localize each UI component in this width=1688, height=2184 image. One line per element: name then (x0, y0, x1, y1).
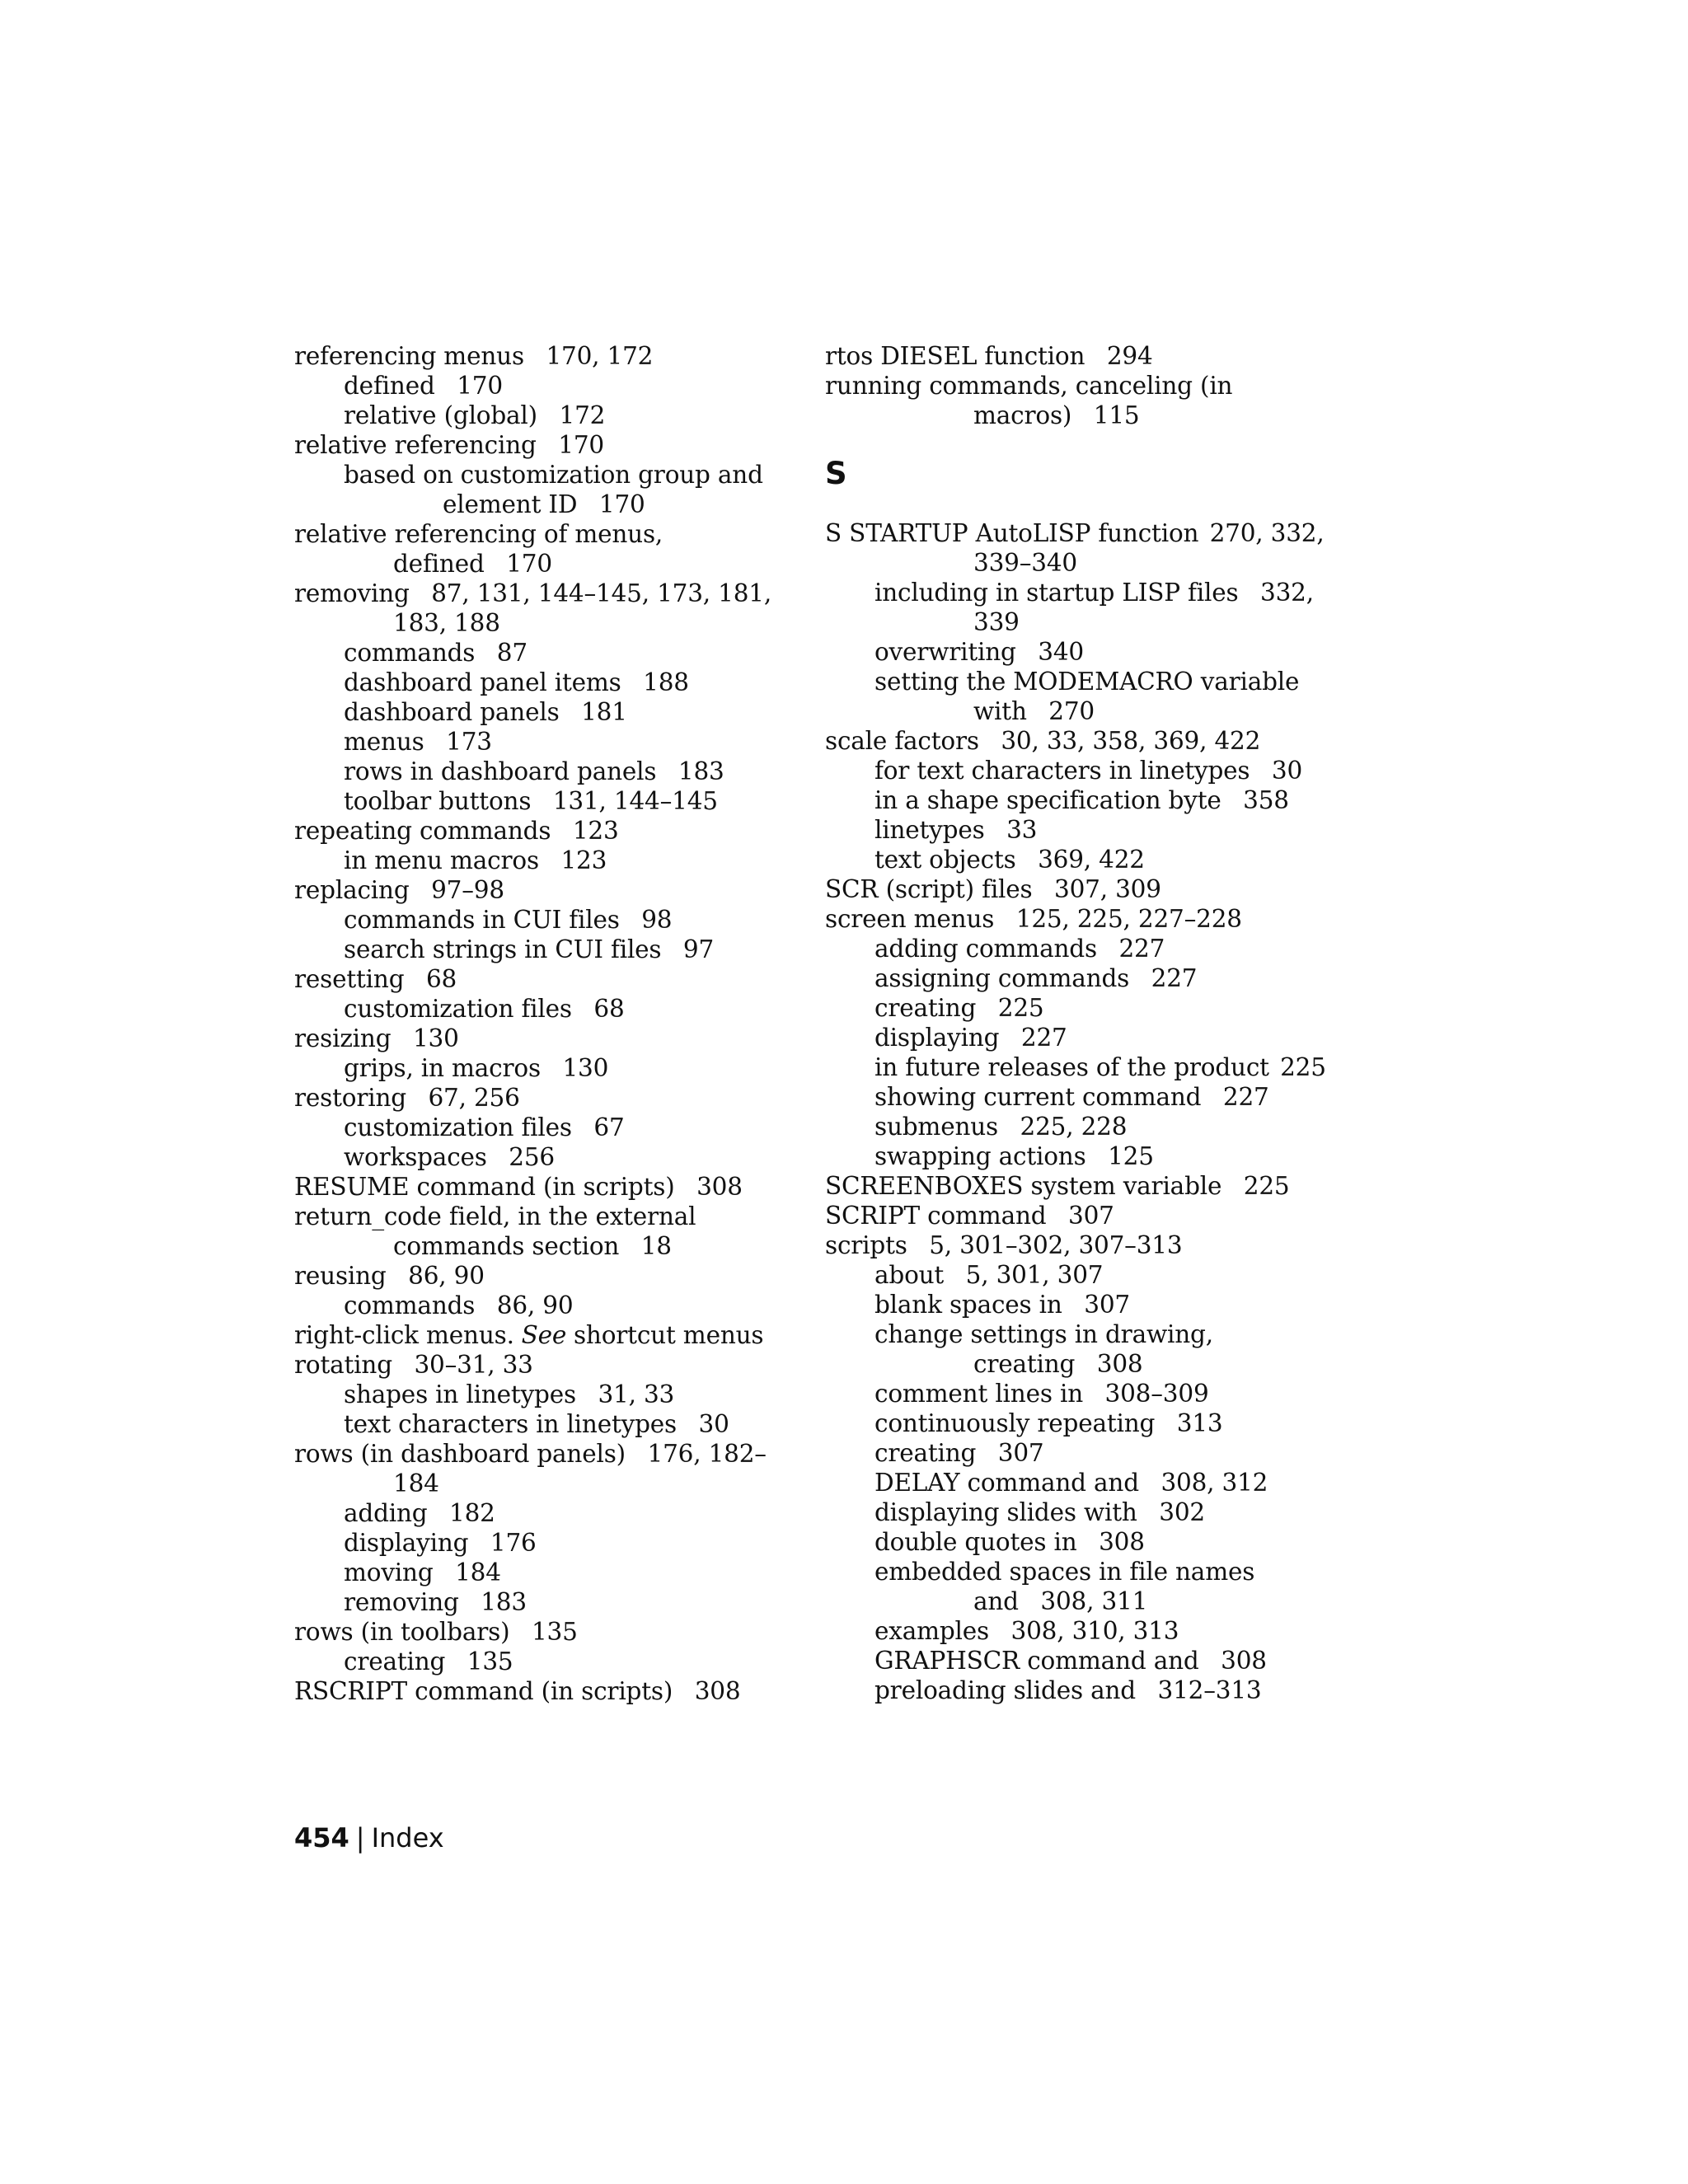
index-term: overwriting (874, 638, 1016, 666)
index-term: preloading slides and (874, 1676, 1136, 1704)
index-term: adding (344, 1499, 428, 1527)
index-entry (825, 1527, 1353, 1557)
index-term: S STARTUP AutoLISP function (825, 519, 1199, 547)
index-term: 339–340 (973, 549, 1077, 577)
index-page-refs: 270, 332, (1209, 519, 1325, 547)
index-term: setting the MODEMACRO variable (874, 668, 1300, 696)
index-page-refs: 87, 131, 144–145, 173, 181, (431, 579, 772, 607)
index-entry (825, 1675, 1353, 1705)
index-entry (825, 726, 1353, 756)
index-term: and (973, 1587, 1019, 1615)
index-term: element ID (443, 490, 578, 518)
index-entry (294, 905, 805, 935)
index-page-refs: 115 (1093, 401, 1140, 429)
index-entry (294, 935, 805, 964)
index-entry (294, 727, 805, 757)
index-term: creating (344, 1647, 446, 1675)
index-term: toolbar buttons (344, 787, 532, 815)
index-page-refs: 172 (559, 401, 606, 429)
index-term: customization files (344, 1113, 572, 1141)
index-page-refs: 307 (1068, 1202, 1114, 1230)
index-term: with (973, 697, 1027, 725)
index-entry (294, 519, 805, 549)
index-entry (294, 549, 805, 579)
index-page-refs: 308, 311 (1040, 1587, 1148, 1615)
index-entry (825, 1557, 1353, 1586)
index-term: 183, 188 (393, 609, 500, 637)
index-page-refs: 33 (1006, 816, 1038, 844)
index-page-refs: 308 (1096, 1350, 1143, 1378)
index-page-refs: 131, 144–145 (552, 787, 718, 815)
index-entry (294, 1380, 805, 1409)
index-page-refs: 31, 33 (598, 1380, 675, 1408)
index-entry (294, 964, 805, 994)
index-page-refs: 30, 33, 358, 369, 422 (1001, 727, 1261, 755)
index-entry (294, 1291, 805, 1320)
index-entry (825, 1260, 1353, 1290)
index-page-refs: 68 (425, 965, 457, 993)
index-page-refs: 170, 172 (546, 342, 654, 370)
index-page-refs: 302 (1159, 1498, 1205, 1526)
index-term: comment lines in (874, 1380, 1083, 1408)
index-page-refs: 135 (467, 1647, 513, 1675)
index-term: commands (344, 1291, 476, 1319)
index-term: rtos DIESEL function (825, 342, 1085, 370)
index-page-refs: 18 (640, 1232, 672, 1260)
index-entry (294, 1053, 805, 1083)
index-entry (825, 874, 1353, 904)
index-term: SCRIPT command (825, 1202, 1047, 1230)
index-page-refs: 86, 90 (496, 1291, 574, 1319)
index-term: assigning commands (874, 964, 1130, 992)
index-page-refs: 312–313 (1157, 1676, 1262, 1704)
index-term: commands in CUI files (344, 906, 620, 934)
index-term: workspaces (344, 1143, 487, 1171)
index-page-refs: 170 (506, 550, 552, 578)
index-entry (294, 1647, 805, 1676)
index-entry (294, 816, 805, 846)
index-entry (825, 1408, 1353, 1438)
index-page-refs: 135 (531, 1618, 578, 1646)
index-entry (294, 1261, 805, 1291)
index-page-refs: 67, 256 (428, 1084, 520, 1112)
index-page-refs: 176 (490, 1529, 537, 1557)
index-entry (825, 756, 1353, 785)
index-term: continuously repeating (874, 1409, 1156, 1437)
index-entry (825, 637, 1353, 667)
index-term: repeating commands (294, 817, 551, 845)
index-term: GRAPHSCR command and (874, 1647, 1199, 1675)
index-entry (825, 1646, 1353, 1675)
index-page-refs: 182 (449, 1499, 495, 1527)
index-entry (825, 1586, 1353, 1616)
index-term: commands (344, 639, 476, 667)
index-term: commands section (393, 1232, 620, 1260)
index-entry (825, 815, 1353, 845)
index-page-refs: 227 (1222, 1083, 1269, 1111)
index-term: text characters in linetypes (344, 1410, 677, 1438)
index-term: in menu macros (344, 846, 539, 874)
index-term: in future releases of the product (874, 1053, 1269, 1081)
index-entry (294, 1024, 805, 1053)
index-term: DELAY command and (874, 1469, 1139, 1497)
index-page-refs: 307 (1084, 1291, 1130, 1319)
index-page-refs: 307, 309 (1054, 875, 1161, 903)
index-entry (294, 1172, 805, 1202)
index-entry (294, 1231, 805, 1261)
index-page-refs: 225, 228 (1020, 1113, 1128, 1141)
index-entry (294, 460, 805, 490)
index-page-refs: 369, 422 (1038, 846, 1145, 874)
index-term: 184 (393, 1469, 439, 1497)
index-entry (825, 1023, 1353, 1052)
index-page-refs: 227 (1020, 1024, 1067, 1052)
index-left-column (294, 341, 805, 1706)
index-page-refs: 308, 312 (1160, 1469, 1268, 1497)
index-entry (294, 1409, 805, 1439)
index-term: showing current command (874, 1083, 1202, 1111)
index-page-refs: 30 (1271, 757, 1303, 785)
index-term: RESUME command (in scripts) (294, 1173, 675, 1201)
index-entry (294, 490, 805, 519)
index-page-refs: 256 (509, 1143, 555, 1171)
index-entry (825, 993, 1353, 1023)
index-term: dashboard panels (344, 698, 560, 726)
index-entry (294, 579, 805, 608)
see-reference-label: See (521, 1321, 567, 1349)
index-term: text objects (874, 846, 1016, 874)
index-term: 339 (973, 608, 1020, 636)
index-entry (825, 785, 1353, 815)
index-entry (825, 1349, 1353, 1379)
index-page-refs: 68 (593, 995, 625, 1023)
index-entry (294, 638, 805, 668)
index-term: rows (in toolbars) (294, 1618, 510, 1646)
page-footer (294, 1821, 444, 1854)
index-term: dashboard panel items (344, 668, 621, 696)
index-term: creating (874, 994, 977, 1022)
index-term: based on customization group and (344, 461, 763, 489)
index-page-refs: 183 (678, 757, 724, 785)
index-entry (294, 994, 805, 1024)
index-entry (294, 697, 805, 727)
index-term: embedded spaces in file names (874, 1558, 1255, 1586)
index-entry (294, 1498, 805, 1528)
index-page-refs: 340 (1038, 638, 1085, 666)
index-entry (825, 607, 1353, 637)
index-page-refs: 125, 225, 227–228 (1015, 905, 1242, 933)
index-term: SCR (script) files (825, 875, 1033, 903)
index-page-refs: 130 (412, 1024, 459, 1052)
index-page-refs: 308 (696, 1173, 743, 1201)
index-page-refs: 308 (694, 1677, 741, 1705)
index-entry (825, 1052, 1353, 1082)
index-term: rotating (294, 1351, 392, 1379)
index-term: replacing (294, 876, 410, 904)
index-term: resetting (294, 965, 405, 993)
index-page-refs: 170 (598, 490, 645, 518)
index-page-refs: 123 (560, 846, 607, 874)
index-term: relative referencing (294, 431, 537, 459)
index-entry (294, 1558, 805, 1587)
index-page-refs: 270 (1048, 697, 1095, 725)
index-entry (294, 1528, 805, 1558)
index-entry (294, 1083, 805, 1113)
index-page-refs: 86, 90 (408, 1262, 485, 1290)
index-entry (294, 875, 805, 905)
index-entry (294, 1142, 805, 1172)
index-page-refs: 225 (997, 994, 1044, 1022)
index-entry (825, 1468, 1353, 1497)
index-right-bottom-group (825, 518, 1353, 1705)
index-page-refs: 67 (593, 1113, 625, 1141)
index-page-refs: 30 (698, 1410, 729, 1438)
index-term: return_code field, in the external (294, 1202, 696, 1230)
index-term: restoring (294, 1084, 406, 1112)
index-entry (294, 1202, 805, 1231)
index-entry (825, 1141, 1353, 1171)
index-term: relative referencing of menus, (294, 520, 663, 548)
index-entry (825, 1201, 1353, 1230)
index-term: defined (344, 372, 435, 400)
index-term: creating (874, 1439, 977, 1467)
index-entry (825, 1082, 1353, 1112)
index-entry (825, 1230, 1353, 1260)
index-entry (825, 1112, 1353, 1141)
index-term: reusing (294, 1262, 387, 1290)
index-entry (825, 667, 1353, 696)
index-term: submenus (874, 1113, 998, 1141)
index-entry (825, 518, 1353, 548)
index-term: moving (344, 1558, 434, 1586)
index-entry (294, 1676, 805, 1706)
index-term: referencing menus (294, 342, 524, 370)
index-entry (825, 578, 1353, 607)
index-entry (825, 1171, 1353, 1201)
index-page-refs: 294 (1106, 342, 1153, 370)
index-term: adding commands (874, 935, 1097, 963)
page-number: 454 (294, 1822, 349, 1854)
see-reference-target: shortcut menus (573, 1321, 764, 1349)
index-page-refs: 97–98 (431, 876, 504, 904)
index-term: rows (in dashboard panels) (294, 1440, 626, 1468)
index-page-refs: 332, (1260, 579, 1314, 607)
index-page-refs: 5, 301, 307 (965, 1261, 1104, 1289)
index-entry (294, 371, 805, 401)
index-term: examples (874, 1617, 989, 1645)
index-page-refs: 98 (641, 906, 673, 934)
index-entry (825, 963, 1353, 993)
index-entry (825, 371, 1353, 401)
index-entry (825, 1319, 1353, 1349)
index-page-refs: 5, 301–302, 307–313 (929, 1231, 1183, 1259)
index-term: screen menus (825, 905, 995, 933)
index-term: in a shape specification byte (874, 786, 1221, 814)
index-page-refs: 130 (562, 1054, 609, 1082)
index-term: removing (344, 1588, 459, 1616)
index-page-refs: 227 (1151, 964, 1198, 992)
index-page-refs: 176, 182– (647, 1440, 767, 1468)
index-entry (825, 548, 1353, 578)
index-page-refs: 308–309 (1104, 1380, 1209, 1408)
index-term: grips, in macros (344, 1054, 541, 1082)
index-entry (825, 696, 1353, 726)
index-entry (825, 934, 1353, 963)
index-page-refs: 87 (496, 639, 528, 667)
index-entry (825, 1616, 1353, 1646)
index-page-refs: 184 (455, 1558, 501, 1586)
index-page-refs: 181 (581, 698, 627, 726)
index-entry (825, 1497, 1353, 1527)
index-entry (294, 1617, 805, 1647)
index-right-column (825, 341, 1353, 1705)
index-term: creating (973, 1350, 1076, 1378)
index-page-refs: 125 (1108, 1142, 1154, 1170)
index-page-refs: 123 (572, 817, 619, 845)
index-entry (825, 1438, 1353, 1468)
index-entry (294, 341, 805, 371)
index-entry (825, 1379, 1353, 1408)
index-term: removing (294, 579, 410, 607)
index-entry (294, 1320, 805, 1350)
index-term: resizing (294, 1024, 392, 1052)
index-page-refs: 308, 310, 313 (1010, 1617, 1179, 1645)
index-entry (294, 430, 805, 460)
index-term: displaying (874, 1024, 1000, 1052)
index-page-refs: 307 (997, 1439, 1044, 1467)
index-entry (294, 608, 805, 638)
index-page-refs: 188 (643, 668, 689, 696)
index-entry (294, 846, 805, 875)
index-term: rows in dashboard panels (344, 757, 657, 785)
index-term: including in startup LISP files (874, 579, 1239, 607)
index-term: blank spaces in (874, 1291, 1062, 1319)
section-letter-heading: S (825, 456, 847, 491)
index-entry (294, 757, 805, 786)
index-term: customization files (344, 995, 572, 1023)
index-entry (294, 1469, 805, 1498)
footer-section-title: Index (371, 1822, 444, 1854)
index-entry (825, 904, 1353, 934)
index-page-refs: 308 (1099, 1528, 1145, 1556)
index-page-refs: 170 (558, 431, 604, 459)
index-term: RSCRIPT command (in scripts) (294, 1677, 673, 1705)
index-entry (294, 1113, 805, 1142)
index-entry (294, 786, 805, 816)
index-term: swapping actions (874, 1142, 1086, 1170)
index-term: double quotes in (874, 1528, 1077, 1556)
index-term: menus (344, 728, 424, 756)
index-term: linetypes (874, 816, 985, 844)
index-entry (294, 401, 805, 430)
index-page-refs: 97 (682, 935, 715, 963)
index-term: displaying (344, 1529, 469, 1557)
index-page-refs: 225 (1280, 1053, 1326, 1081)
index-page-refs: 173 (446, 728, 492, 756)
footer-separator: | (355, 1822, 365, 1854)
index-term: macros) (973, 401, 1072, 429)
index-page-refs: 308 (1221, 1647, 1267, 1675)
index-page-refs: 227 (1118, 935, 1165, 963)
index-right-top-group (825, 341, 1353, 430)
index-page-refs: 183 (481, 1588, 527, 1616)
index-term: scripts (825, 1231, 907, 1259)
index-term: SCREENBOXES system variable (825, 1172, 1222, 1200)
index-term: search strings in CUI files (344, 935, 662, 963)
index-entry (825, 1290, 1353, 1319)
index-term: change settings in drawing, (874, 1320, 1213, 1348)
index-entry (825, 341, 1353, 371)
index-page-refs: 170 (457, 372, 503, 400)
index-term: scale factors (825, 727, 979, 755)
index-term: relative (global) (344, 401, 537, 429)
index-page-refs: 313 (1176, 1409, 1223, 1437)
index-page-refs: 30–31, 33 (414, 1351, 533, 1379)
index-entry (294, 668, 805, 697)
index-entry (825, 401, 1353, 430)
index-page-refs: 358 (1243, 786, 1289, 814)
index-term: about (874, 1261, 945, 1289)
index-entry (294, 1439, 805, 1469)
index-term: defined (393, 550, 485, 578)
index-term: for text characters in linetypes (874, 757, 1250, 785)
index-term: running commands, canceling (in (825, 372, 1233, 400)
index-page-refs: 225 (1243, 1172, 1290, 1200)
index-entry (825, 845, 1353, 874)
index-entry (294, 1350, 805, 1380)
index-term: right-click menus. (294, 1321, 514, 1349)
index-term: displaying slides with (874, 1498, 1137, 1526)
index-term: shapes in linetypes (344, 1380, 576, 1408)
index-entry (294, 1587, 805, 1617)
